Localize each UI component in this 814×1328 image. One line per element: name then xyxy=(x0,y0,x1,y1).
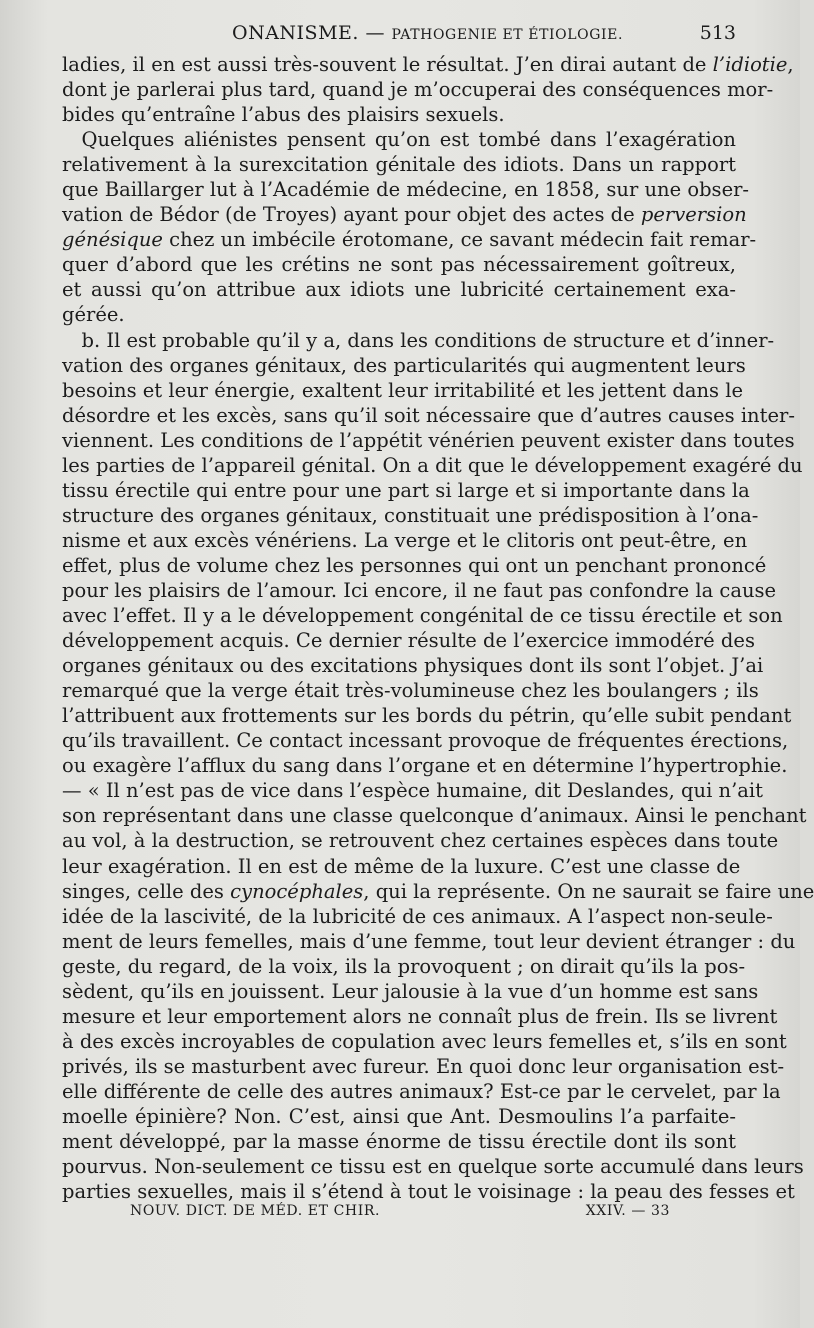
running-title xyxy=(232,22,623,44)
text-line xyxy=(62,628,755,653)
text-run: nisme et aux excès vénériens. La verge et le clitoris ont peut-être, en xyxy=(62,528,748,552)
text-line xyxy=(62,1079,781,1104)
text-line xyxy=(62,252,736,277)
running-title-subtitle: PATHOGENIE ET ÉTIOLOGIE. xyxy=(391,27,624,43)
text-line xyxy=(62,728,789,753)
text-line xyxy=(62,1129,736,1154)
text-line xyxy=(62,578,777,603)
text-line xyxy=(62,653,764,678)
italic-term: perversion xyxy=(640,203,747,227)
running-header xyxy=(62,18,736,48)
text-run: geste, du regard, de la voix, ils la provoquent ; on dirait qu’ils la pos- xyxy=(62,954,746,978)
text-line xyxy=(62,353,746,378)
text-line xyxy=(62,778,763,803)
text-line xyxy=(62,202,747,227)
text-line xyxy=(62,703,792,728)
text-line xyxy=(62,1054,785,1079)
text-line xyxy=(62,979,759,1004)
text-run: tissu érectile qui entre pour une part si large et si importante dans la xyxy=(62,478,750,502)
text-line xyxy=(62,954,746,979)
text-line xyxy=(62,553,767,578)
text-line xyxy=(62,1104,736,1129)
text-run: désordre et les excès, sans qu’il soit nécessaire que d’autres causes inter- xyxy=(62,403,795,427)
text-run: dont je parlerai plus tard, quand je m’occuperai des conséquences mor- xyxy=(62,78,774,102)
footer-signature xyxy=(130,1203,670,1225)
text-run: ladies, il en est aussi très-souvent le résultat. J’en dirai autant de xyxy=(62,53,713,76)
text-run: vation des organes génitaux, des particularités qui augmentent leurs xyxy=(62,353,746,377)
text-run: idée de la lascivité, de la lubricité de ces animaux. A l’aspect non-seule- xyxy=(62,904,773,928)
text-run: qu’ils travaillent. Ce contact incessant provoque de fréquentes érections, xyxy=(62,729,789,753)
text-run: que Baillarger lut à l’Académie de médecine, en 1858, sur une obser- xyxy=(62,178,750,202)
volume-mark: XXIV. — 33 xyxy=(585,1203,670,1219)
text-line xyxy=(62,302,736,327)
text-line xyxy=(62,277,736,302)
text-run: organes génitaux ou des excitations physiques dont ils sont l’objet. J’ai xyxy=(62,654,764,678)
text-run: b. Il est probable qu’il y a, dans les conditions de structure et d’inner- xyxy=(62,328,775,352)
running-title-main: ONANISME. xyxy=(232,22,359,44)
text-run: pourvus. Non-seulement ce tissu est en quelque sorte accumulé dans leurs xyxy=(62,1155,804,1179)
text-line xyxy=(62,77,774,102)
italic-term: génésique xyxy=(62,228,163,252)
signature-mark: NOUV. DICT. DE MÉD. ET CHIR. xyxy=(130,1203,381,1219)
text-run: Quelques aliénistes pensent qu’on est tombé dans l’exagération xyxy=(62,128,736,152)
text-line xyxy=(62,678,759,703)
text-line xyxy=(62,428,795,453)
text-run: chez un imbécile érotomane, ce savant médecin fait remar- xyxy=(162,228,757,252)
text-line xyxy=(62,453,803,478)
text-line xyxy=(62,127,736,152)
text-line xyxy=(62,403,795,428)
text-run: vation de Bédor (de Troyes) ayant pour objet des actes de xyxy=(62,203,641,227)
text-line xyxy=(62,152,736,177)
text-line xyxy=(62,603,783,628)
text-run: son représentant dans une classe quelconque d’animaux. Ainsi le penchant xyxy=(62,804,807,828)
text-run: ment de leurs femelles, mais d’une femme, tout leur devient étranger : du xyxy=(62,929,796,953)
text-line xyxy=(62,52,794,77)
text-run: l’attribuent aux frottements sur les bords du pétrin, qu’elle subit pendant xyxy=(62,704,792,728)
text-run: bides qu’entraîne l’abus des plaisirs sexuels. xyxy=(62,103,505,127)
text-run: elle différente de celle des autres animaux? Est-ce par le cervelet, par la xyxy=(62,1079,781,1103)
text-line xyxy=(62,753,788,778)
text-run: mesure et leur emportement alors ne connaît plus de frein. Ils se livrent xyxy=(62,1004,778,1028)
text-line xyxy=(62,803,807,828)
text-run: ment développé, par la masse énorme de tissu érectile dont ils sont xyxy=(62,1130,736,1154)
text-line xyxy=(62,1004,778,1029)
italic-term: cynocéphales xyxy=(230,879,364,903)
text-run: viennent. Les conditions de l’appétit vénérien peuvent exister dans toutes xyxy=(62,428,795,452)
text-line xyxy=(62,1179,795,1204)
text-run: remarqué que la verge était très-volumineuse chez les boulangers ; ils xyxy=(62,679,759,703)
text-line xyxy=(62,879,814,904)
text-line xyxy=(62,854,741,879)
text-run: gérée. xyxy=(62,303,125,327)
text-run: les parties de l’appareil génital. On a dit que le développement exagéré du xyxy=(62,453,803,477)
running-title-dash: — xyxy=(365,22,385,44)
text-line xyxy=(62,478,750,503)
text-run: relativement à la surexcitation génitale des idiots. Dans un rapport xyxy=(62,153,736,177)
text-run: moelle épinière? Non. C’est, ainsi que Ant. Desmoulins l’a parfaite- xyxy=(62,1104,736,1128)
text-run: — « Il n’est pas de vice dans l’espèce humaine, dit Deslandes, qui n’ait xyxy=(62,779,763,803)
text-run: , qui la représente. On ne saurait se faire une xyxy=(363,879,814,903)
text-run: leur exagération. Il en est de même de la luxure. C’est une classe de xyxy=(62,854,741,878)
text-run: et aussi qu’on attribue aux idiots une lubricité certainement exa- xyxy=(62,278,736,302)
body-text xyxy=(62,52,814,1204)
text-run: au vol, à la destruction, se retrouvent chez certaines espèces dans toute xyxy=(62,829,779,853)
text-run: , xyxy=(787,53,794,76)
text-run: quer d’abord que les crétins ne sont pas nécessairement goîtreux, xyxy=(62,253,736,277)
text-run: à des excès incroyables de copulation avec leurs femelles et, s’ils en sont xyxy=(62,1029,787,1053)
text-run: privés, ils se masturbent avec fureur. En quoi donc leur organisation est- xyxy=(62,1054,785,1078)
text-run: avec l’effet. Il y a le développement congénital de ce tissu érectile et son xyxy=(62,604,783,628)
text-line xyxy=(62,1029,787,1054)
text-line xyxy=(62,503,759,528)
italic-term: l’idiotie xyxy=(712,53,788,76)
text-run: développement acquis. Ce dernier résulte de l’exercice immodéré des xyxy=(62,629,755,653)
text-line xyxy=(62,328,775,353)
text-run: parties sexuelles, mais il s’étend à tout le voisinage : la peau des fesses et xyxy=(62,1180,795,1204)
text-run: sèdent, qu’ils en jouissent. Leur jalousie à la vue d’un homme est sans xyxy=(62,979,759,1003)
text-run: ou exagère l’afflux du sang dans l’organe et en détermine l’hypertrophie. xyxy=(62,754,788,778)
text-line xyxy=(62,528,748,553)
text-run: singes, celle des xyxy=(62,879,231,903)
text-run: besoins et leur énergie, exaltent leur irritabilité et les jettent dans le xyxy=(62,378,743,402)
text-line xyxy=(62,904,773,929)
page-number: 513 xyxy=(699,22,736,44)
text-run: effet, plus de volume chez les personnes qui ont un penchant prononcé xyxy=(62,553,767,577)
text-line xyxy=(62,929,796,954)
text-line xyxy=(62,1154,804,1179)
text-line xyxy=(62,102,736,127)
text-line xyxy=(62,828,779,853)
text-line xyxy=(62,378,743,403)
text-run: structure des organes génitaux, constituait une prédisposition à l’ona- xyxy=(62,503,759,527)
text-run: pour les plaisirs de l’amour. Ici encore, il ne faut pas confondre la cause xyxy=(62,578,777,602)
text-line xyxy=(62,177,750,202)
text-line xyxy=(62,227,757,252)
